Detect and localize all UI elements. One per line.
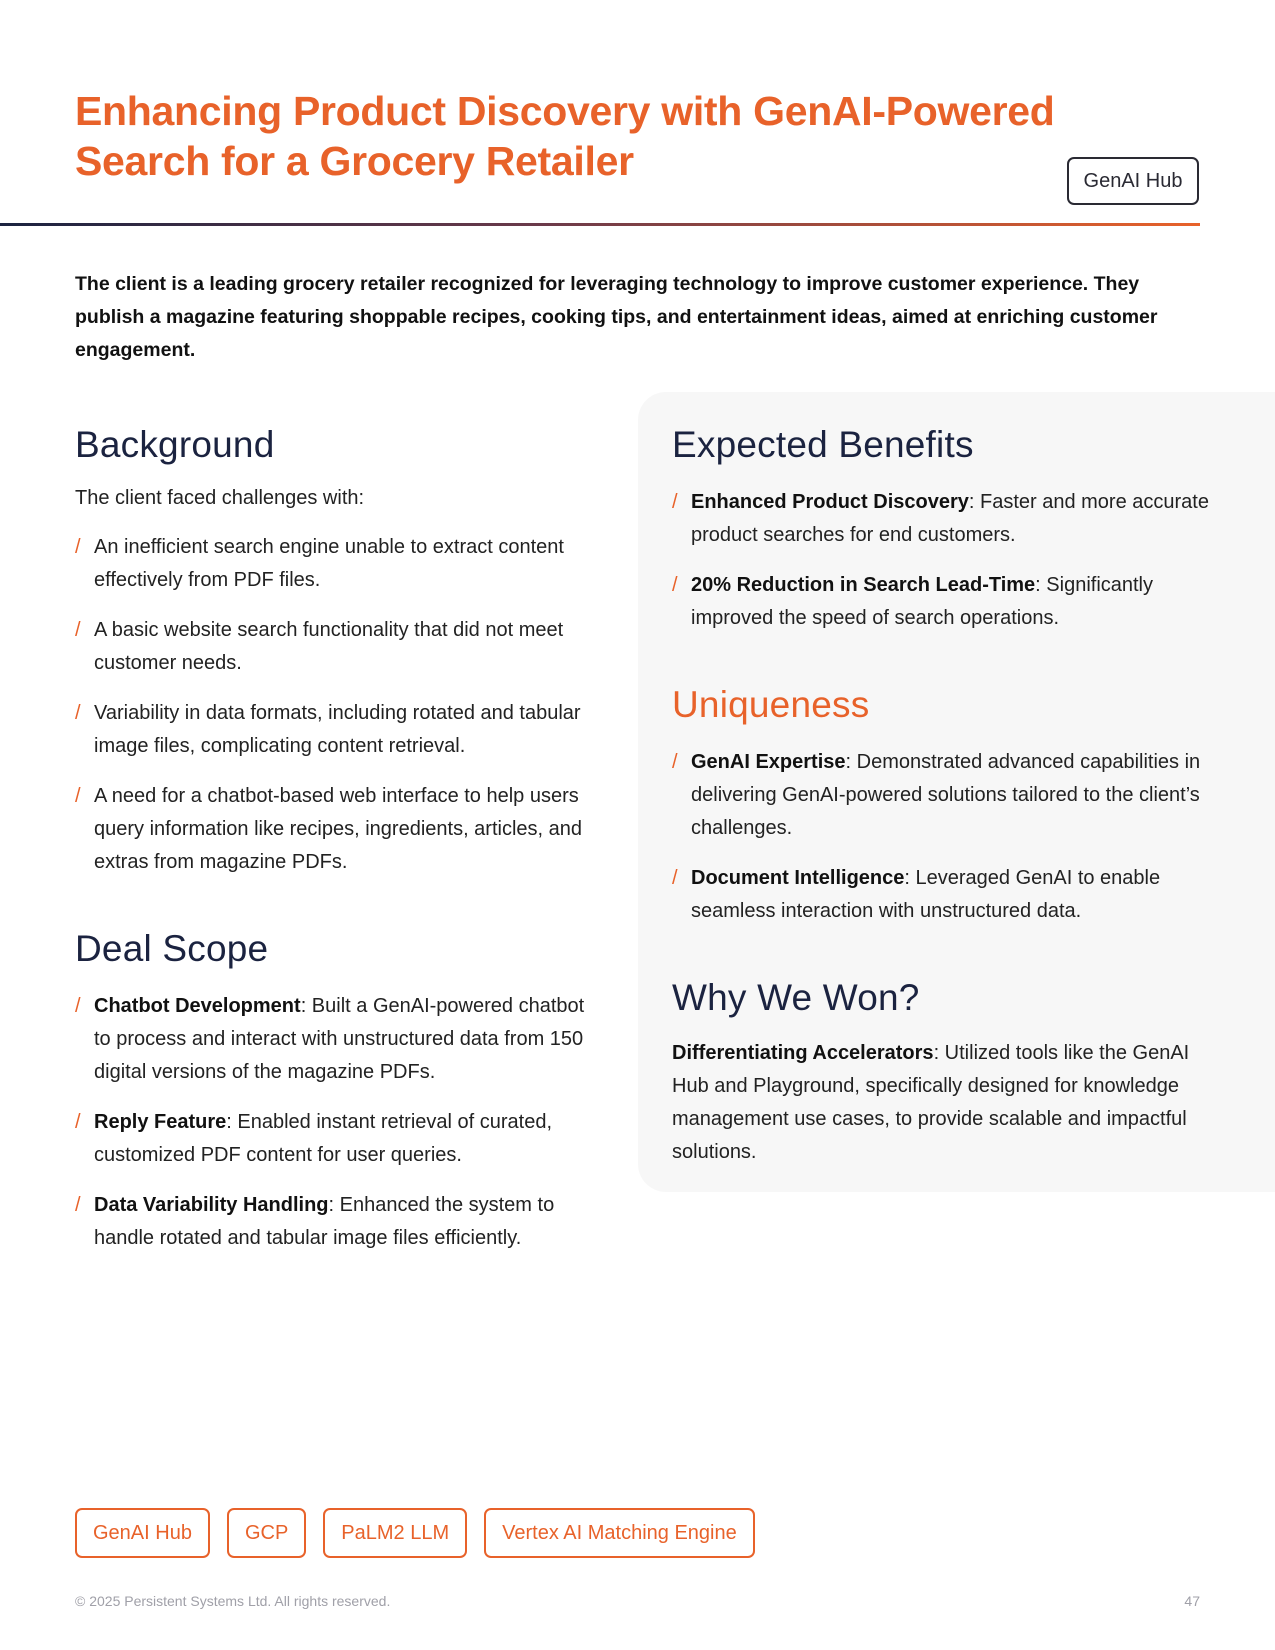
list-item <box>75 531 605 597</box>
tag-genai-hub: GenAI Hub <box>75 1508 210 1558</box>
uniqueness-list <box>672 746 1212 928</box>
background-item-text: A need for a chatbot-based web interface to help users query information like recipes, ingredients, articles, and extras from magazine PDFs. <box>94 785 583 873</box>
background-heading: Background <box>75 424 275 465</box>
list-item <box>672 569 1212 635</box>
expected-benefits-heading: Expected Benefits <box>672 424 974 465</box>
slash-marker: / <box>75 619 81 641</box>
benefit-item-text: : Faster and more accurate product searches for end customers. <box>691 491 1209 546</box>
page-number: 47 <box>1184 1593 1200 1609</box>
why-we-won-heading: Why We Won? <box>672 977 920 1018</box>
uniqueness-item-title: GenAI Expertise <box>691 751 846 773</box>
list-item <box>75 1106 605 1172</box>
list-item <box>672 746 1212 845</box>
slash-marker: / <box>672 867 678 889</box>
header-divider <box>0 223 1200 226</box>
deal-scope-item-text: : Enabled instant retrieval of curated, customized PDF content for user queries. <box>94 1111 553 1166</box>
tag-gcp: GCP <box>227 1508 306 1558</box>
slash-marker: / <box>75 536 81 558</box>
deal-scope-item-text: : Built a GenAI-powered chatbot to process and interact with unstructured data from 150 digital versions of the magazine PDFs. <box>94 995 585 1083</box>
benefit-item-title: 20% Reduction in Search Lead-Time <box>691 574 1036 596</box>
uniqueness-item-text: : Demonstrated advanced capabilities in delivering GenAI-powered solutions tailored to the client’s challenges. <box>691 751 1201 839</box>
deal-scope-item-title: Chatbot Development <box>94 995 301 1017</box>
uniqueness-item-text: : Leveraged GenAI to enable seamless interaction with unstructured data. <box>691 867 1161 922</box>
intro-paragraph: The client is a leading grocery retailer recognized for leveraging technology to improve customer experience. They publish a magazine featuring shoppable recipes, cooking tips, and entertainment ideas, aimed at enriching customer engagement. <box>75 273 1158 361</box>
list-item <box>75 780 605 879</box>
background-item-text: A basic website search functionality that did not meet customer needs. <box>94 619 564 674</box>
slash-marker: / <box>75 785 81 807</box>
tag-palm2-llm: PaLM2 LLM <box>323 1508 467 1558</box>
list-item <box>75 990 605 1089</box>
deal-scope-heading: Deal Scope <box>75 928 269 969</box>
list-item <box>75 697 605 763</box>
background-item-text: An inefficient search engine unable to extract content effectively from PDF files. <box>94 536 564 591</box>
list-item <box>75 1189 605 1255</box>
why-we-won-paragraph <box>672 1037 1212 1169</box>
expected-benefits-list <box>672 486 1212 635</box>
left-column <box>75 420 605 1272</box>
page-title-line-1: Enhancing Product Discovery with GenAI-Powered <box>75 88 1055 134</box>
copyright-notice: © 2025 Persistent Systems Ltd. All rights reserved. <box>75 1593 391 1609</box>
slash-marker: / <box>75 1111 81 1133</box>
page-title <box>75 86 1075 186</box>
deal-scope-item-title: Reply Feature <box>94 1111 227 1133</box>
benefit-item-title: Enhanced Product Discovery <box>691 491 969 513</box>
technology-tags <box>75 1508 755 1558</box>
deal-scope-item-text: : Enhanced the system to handle rotated and tabular image files efficiently. <box>94 1194 555 1249</box>
benefit-item-text: : Significantly improved the speed of search operations. <box>691 574 1154 629</box>
deal-scope-list <box>75 990 605 1255</box>
background-item-text: Variability in data formats, including rotated and tabular image files, complicating content retrieval. <box>94 702 581 757</box>
uniqueness-heading: Uniqueness <box>672 684 870 725</box>
right-column <box>672 420 1212 1169</box>
slash-marker: / <box>75 995 81 1017</box>
deal-scope-item-title: Data Variability Handling <box>94 1194 329 1216</box>
background-list <box>75 531 605 879</box>
list-item <box>672 862 1212 928</box>
list-item <box>672 486 1212 552</box>
tag-vertex-ai-matching-engine: Vertex AI Matching Engine <box>484 1508 755 1558</box>
list-item <box>75 614 605 680</box>
why-we-won-text: : Utilized tools like the GenAI Hub and Playground, specifically designed for knowledge management use cases, to provide scalable and impactful solutions. <box>672 1042 1190 1163</box>
slash-marker: / <box>672 491 678 513</box>
genai-hub-badge: GenAI Hub <box>1067 157 1199 205</box>
slash-marker: / <box>672 574 678 596</box>
slash-marker: / <box>672 751 678 773</box>
slash-marker: / <box>75 702 81 724</box>
uniqueness-item-title: Document Intelligence <box>691 867 905 889</box>
why-we-won-title: Differentiating Accelerators <box>672 1042 934 1064</box>
slash-marker: / <box>75 1194 81 1216</box>
page-title-line-2: Search for a Grocery Retailer <box>75 138 634 184</box>
background-lead: The client faced challenges with: <box>75 487 365 509</box>
